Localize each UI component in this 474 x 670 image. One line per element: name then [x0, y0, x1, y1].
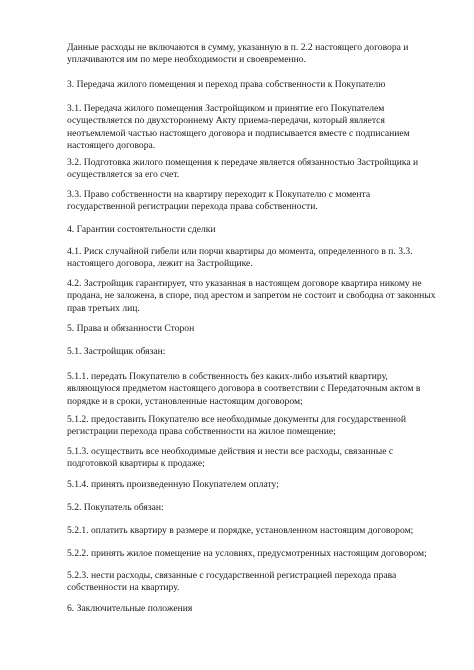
clause-5-2-1 [67, 525, 437, 537]
clause-3-1 [67, 103, 437, 153]
text-line: 5.2.2. принять жилое помещение на условиях, предусмотренных настоящим договором; [67, 548, 427, 559]
text-line: 4.2. Застройщик гарантирует, что указанная в настоящем договоре квартира никому не [67, 278, 422, 289]
text-line: 3.3. Право собственности на квартиру переходит к Покупателю с момента [67, 189, 371, 200]
text-line: 5.1. Застройщик обязан: [67, 346, 166, 357]
section-heading-5 [67, 323, 437, 335]
text-line: подготовкой квартиры к продаже; [67, 458, 205, 470]
text-line: 5.1.2. предоставить Покупателю все необходимые документы для государственной [67, 414, 406, 425]
text-line: уплачиваются им по мере необходимости и своевременно. [67, 54, 306, 66]
paragraph-expenses [67, 42, 437, 67]
clause-3-3 [67, 189, 437, 214]
clause-5-2-3 [67, 570, 437, 595]
clause-4-2 [67, 278, 437, 315]
clause-4-1 [67, 246, 437, 271]
section-heading-6 [67, 603, 437, 615]
text-line: прав третьих лиц. [67, 302, 140, 314]
section-heading-4 [67, 224, 437, 236]
clause-3-2 [67, 157, 437, 182]
text-line: собственности на квартиру. [67, 582, 180, 594]
clause-5-1-4 [67, 479, 437, 491]
text-line: 5.1.1. передать Покупателю в собственность без каких-либо изъятий квартиру, [67, 371, 388, 382]
text-line: 5.2.1. оплатить квартиру в размере и порядке, установленном настоящим договором; [67, 525, 414, 536]
text-line: 3.1. Передача жилого помещения Застройщиком и принятие его Покупателем [67, 103, 385, 114]
text-line: 5.1.4. принять произведенную Покупателем оплату; [67, 479, 279, 490]
section-heading-3 [67, 79, 437, 91]
text-line: 5. Права и обязанности Сторон [67, 323, 195, 334]
clause-5-2 [67, 502, 437, 514]
text-line: 5.2.3. нести расходы, связанные с государственной регистрацией перехода права [67, 570, 397, 581]
text-line: регистрации перехода права собственности на жилое помещение; [67, 426, 336, 438]
text-line: Данные расходы не включаются в сумму, указанную в п. 2.2 настоящего договора и [67, 42, 409, 53]
clause-5-1 [67, 346, 437, 358]
text-line: являющуюся предметом настоящего договора в соответствии с Передаточным актом в [67, 383, 421, 395]
text-line: 3.2. Подготовка жилого помещения к передаче является обязанностью Застройщика и [67, 157, 419, 168]
text-line: настоящего договора. [67, 140, 156, 152]
text-line: 5.1.3. осуществить все необходимые действия и нести все расходы, связанные с [67, 446, 394, 457]
text-line: продана, не заложена, в споре, под арестом и запретом не состоит и свободна от законных [67, 290, 436, 302]
text-line: 4.1. Риск случайной гибели или порчи квартиры до момента, определенного в п. 3.3. [67, 246, 413, 257]
clause-5-1-2 [67, 414, 437, 439]
clause-5-2-2 [67, 548, 437, 560]
text-line: 4. Гарантии состоятельности сделки [67, 224, 216, 235]
text-line: настоящего договора, лежит на Застройщике. [67, 258, 253, 270]
text-line: 3. Передача жилого помещения и переход права собственности к Покупателю [67, 79, 386, 90]
text-line: осуществляется за его счет. [67, 169, 180, 181]
text-line: 5.2. Покупатель обязан: [67, 502, 164, 513]
clause-5-1-1 [67, 371, 437, 408]
text-line: неотъемлемой частью настоящего договора и подписывается вместе с подписанием [67, 127, 410, 139]
text-line: порядке и в сроки, установленные настоящим договором; [67, 395, 303, 407]
text-line: государственной регистрации перехода права собственности. [67, 201, 318, 213]
text-line: осуществляется по двухстороннему Акту приема-передачи, который является [67, 115, 385, 127]
clause-5-1-3 [67, 446, 437, 471]
text-line: 6. Заключительные положения [67, 603, 193, 614]
